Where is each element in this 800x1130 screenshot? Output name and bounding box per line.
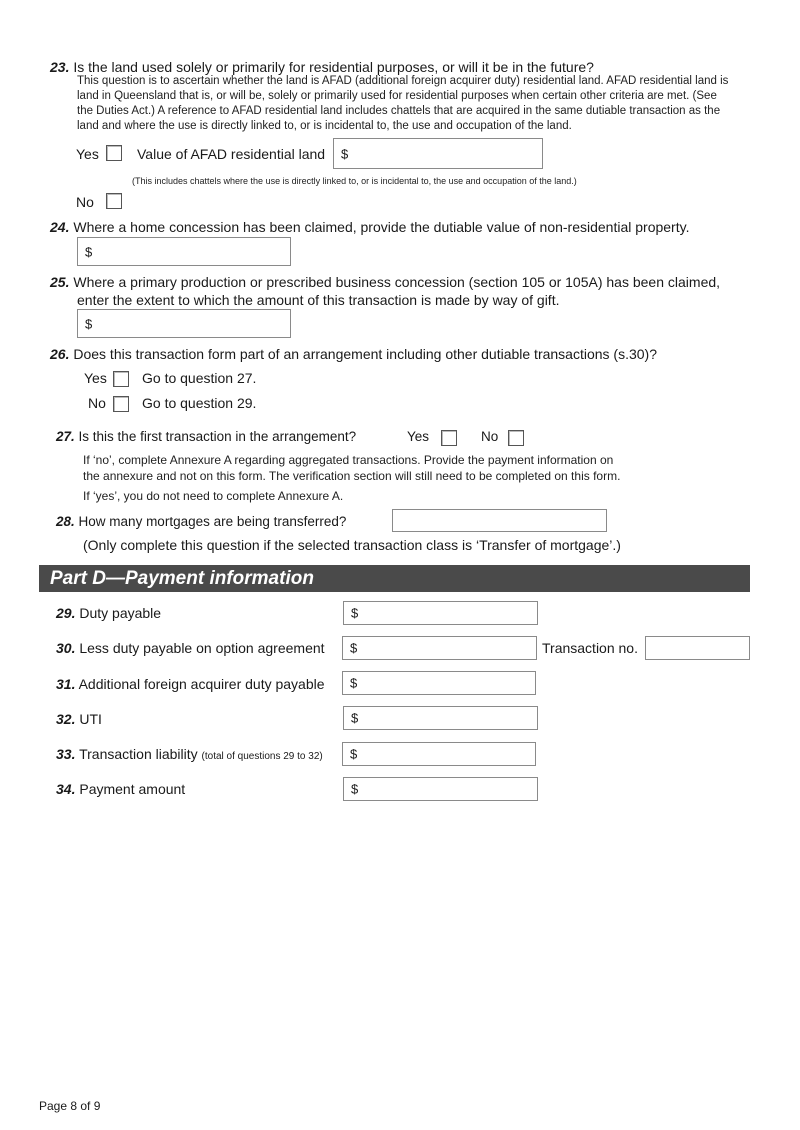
q23-note xyxy=(77,74,757,134)
q28-mortgages-field[interactable] xyxy=(392,509,607,532)
q26-yes-goto: Go to question 27. xyxy=(142,370,257,386)
q23-note-line: the Duties Act.) A reference to AFAD residential land includes chattels that are acquired in the same dutiable transaction as the xyxy=(77,105,721,117)
q23-note-line: land and where the use is directly linked to, or is incidental to, the use and occupation of the land. xyxy=(77,120,572,132)
q27-note-line: the annexure and not on this form. The verification section will still need to be completed on this form. xyxy=(83,469,621,483)
q30-label xyxy=(56,639,325,657)
q23-chattels-note: (This includes chattels where the use is directly linked to, or is incidental to, the use and occupation of the land.) xyxy=(132,176,577,186)
q27-number: 27. xyxy=(56,429,75,444)
q24-text: Where a home concession has been claimed, provide the dutiable value of non-residential property. xyxy=(73,219,690,235)
uti-field[interactable] xyxy=(343,706,538,730)
q27-note-line: If ‘yes’, you do not need to complete Annexure A. xyxy=(83,489,344,503)
currency-symbol: $ xyxy=(350,746,358,762)
q33-text: Transaction liability xyxy=(79,746,198,762)
q34-number: 34. xyxy=(56,781,76,797)
q27-yes-label: Yes xyxy=(407,429,430,444)
part-d-title: Part D—Payment information xyxy=(50,568,314,589)
option-duty-field[interactable] xyxy=(342,636,537,660)
q31-label xyxy=(56,675,325,693)
q23-no-label: No xyxy=(76,194,94,210)
currency-symbol: $ xyxy=(341,146,349,161)
q25-text-line2: enter the extent to which the amount of this transaction is made by way of gift. xyxy=(77,292,560,308)
part-d-header xyxy=(39,565,750,592)
q24-value-field[interactable] xyxy=(77,237,291,266)
q23-no-checkbox[interactable] xyxy=(106,193,122,209)
currency-symbol: $ xyxy=(85,316,93,331)
duty-payable-field[interactable] xyxy=(343,601,538,625)
q33-small-note: (total of questions 29 to 32) xyxy=(201,751,323,762)
q27-note-line: If ‘no’, complete Annexure A regarding aggregated transactions. Provide the payment information on xyxy=(83,453,614,467)
q23-yes-checkbox[interactable] xyxy=(106,145,122,161)
q28-number: 28. xyxy=(56,514,75,529)
q24-number: 24. xyxy=(50,219,70,235)
q32-text: UTI xyxy=(79,711,102,727)
q23-number: 23. xyxy=(50,59,70,75)
q27-no-label: No xyxy=(481,429,499,444)
currency-symbol: $ xyxy=(85,244,93,259)
q26-no-checkbox[interactable] xyxy=(113,396,129,412)
q23-yes-label: Yes xyxy=(76,146,99,162)
q32-label xyxy=(56,710,102,728)
q29-label xyxy=(56,604,161,622)
q23-value-field[interactable] xyxy=(333,138,543,169)
q23-note-line: This question is to ascertain whether the land is AFAD (additional foreign acquirer duty) residential land. AFAD residential land is xyxy=(77,75,729,87)
q25-value-field[interactable] xyxy=(77,309,291,338)
currency-symbol: $ xyxy=(351,710,359,726)
q30-number: 30. xyxy=(56,640,76,656)
q23-note-line: land in Queensland that is, or will be, solely or primarily used for residential purposes when certain other criteria are met. (See xyxy=(77,90,717,102)
currency-symbol: $ xyxy=(351,781,359,797)
q25-question xyxy=(50,273,720,291)
q28-note: (Only complete this question if the selected transaction class is ‘Transfer of mortgage’.) xyxy=(83,537,621,553)
q27-no-checkbox[interactable] xyxy=(508,430,524,446)
q26-no-label: No xyxy=(88,395,106,411)
q29-text: Duty payable xyxy=(79,605,162,621)
q28-question xyxy=(56,513,346,531)
q26-number: 26. xyxy=(50,346,70,362)
q27-question xyxy=(56,428,356,446)
q26-yes-label: Yes xyxy=(84,370,107,386)
q30-text: Less duty payable on option agreement xyxy=(79,640,325,656)
q23-text: Is the land used solely or primarily for residential purposes, or will it be in the future? xyxy=(73,59,594,75)
q27-note xyxy=(83,452,620,504)
q27-yes-checkbox[interactable] xyxy=(441,430,457,446)
q26-question xyxy=(50,345,657,363)
q32-number: 32. xyxy=(56,711,76,727)
payment-amount-field[interactable] xyxy=(343,777,538,801)
q33-label xyxy=(56,745,323,766)
transaction-no-field[interactable] xyxy=(645,636,750,660)
q26-text: Does this transaction form part of an arrangement including other dutiable transactions (s.30)? xyxy=(73,346,658,362)
afad-payable-field[interactable] xyxy=(342,671,536,695)
currency-symbol: $ xyxy=(351,605,359,621)
q29-number: 29. xyxy=(56,605,76,621)
q31-number: 31. xyxy=(56,676,76,692)
q27-text: Is this the first transaction in the arrangement? xyxy=(78,429,357,444)
q26-yes-checkbox[interactable] xyxy=(113,371,129,387)
q24-question xyxy=(50,218,689,236)
transaction-liability-field[interactable] xyxy=(342,742,536,766)
q31-text: Additional foreign acquirer duty payable xyxy=(78,676,325,692)
currency-symbol: $ xyxy=(350,675,358,691)
q28-text: How many mortgages are being transferred? xyxy=(78,514,347,529)
page-number: Page 8 of 9 xyxy=(39,1099,101,1113)
q34-label xyxy=(56,780,185,798)
q25-text-line1: Where a primary production or prescribed business concession (section 105 or 105A) has been claimed, xyxy=(73,274,721,290)
q26-no-goto: Go to question 29. xyxy=(142,395,257,411)
q33-number: 33. xyxy=(56,746,76,762)
transaction-no-label: Transaction no. xyxy=(542,640,638,656)
q23-value-label: Value of AFAD residential land xyxy=(137,146,326,162)
currency-symbol: $ xyxy=(350,640,358,656)
q34-text: Payment amount xyxy=(79,781,186,797)
q25-number: 25. xyxy=(50,274,70,290)
